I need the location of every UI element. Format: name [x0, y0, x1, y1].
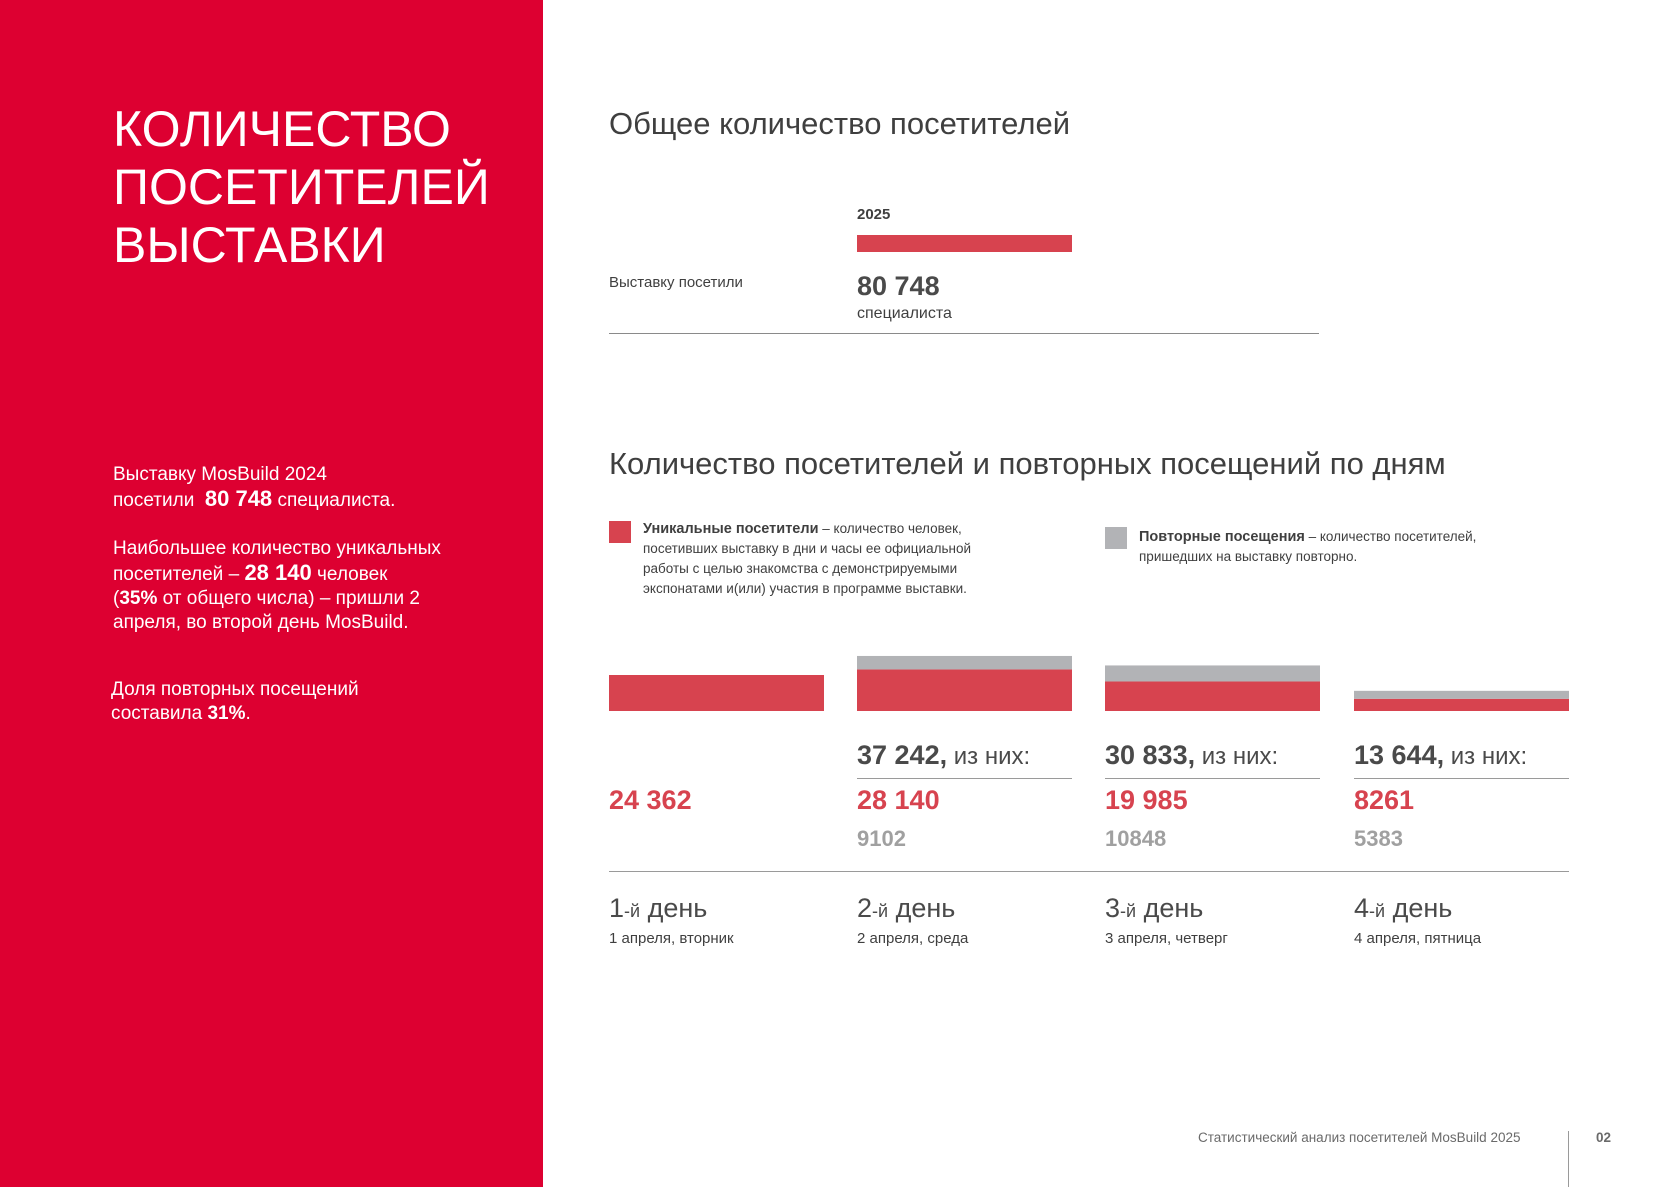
- day-date: 3 апреля, четверг: [1105, 930, 1228, 947]
- summary-text: человек: [317, 564, 388, 585]
- summary-percent: 31%: [207, 703, 246, 724]
- legend-title: Повторные посещения: [1139, 529, 1305, 545]
- summary-text: специалиста.: [277, 490, 396, 511]
- summary-repeat-share: [111, 678, 359, 726]
- total-section-title: Общее количество посетителей: [609, 106, 1071, 141]
- day-number: 2: [857, 893, 873, 923]
- day-total: 13 644,: [1354, 740, 1445, 770]
- title-line: ПОСЕТИТЕЛЕЙ: [113, 159, 490, 215]
- day-word: день: [1136, 893, 1204, 923]
- summary-line: [113, 587, 441, 611]
- legend-title: Уникальные посетители: [643, 521, 819, 537]
- page-number: 02: [1596, 1130, 1612, 1145]
- summary-text: .: [245, 703, 251, 724]
- repeat-value: 10848: [1105, 826, 1167, 851]
- total-unit: специалиста: [857, 305, 952, 322]
- bar-unique: [857, 669, 1072, 711]
- unique-value: 24 362: [609, 785, 692, 815]
- day-number: 3: [1105, 893, 1121, 923]
- summary-value: 80 748: [204, 486, 273, 511]
- day-label: [1354, 893, 1452, 924]
- summary-percent: 35%: [119, 588, 158, 609]
- summary-line: апреля, во второй день MosBuild.: [113, 612, 409, 633]
- day-date: 2 апреля, среда: [857, 930, 969, 947]
- bar-unique: [609, 675, 824, 711]
- divider: [1568, 1131, 1569, 1187]
- day-suffix: -й: [1120, 901, 1137, 921]
- summary-value: 28 140: [244, 560, 312, 585]
- bar-repeat: [1354, 691, 1569, 699]
- legend-swatch-unique: [609, 521, 631, 543]
- title-line: КОЛИЧЕСТВО: [113, 101, 451, 157]
- summary-line: Доля повторных посещений: [111, 679, 359, 700]
- divider: [609, 871, 1569, 872]
- left-panel: [0, 0, 543, 1187]
- day-date: 4 апреля, пятница: [1354, 930, 1482, 947]
- summary-line: Выставку MosBuild 2024: [113, 464, 327, 485]
- day-total: 30 833,: [1105, 740, 1196, 770]
- summary-text: (: [113, 588, 120, 609]
- day-label: [609, 893, 707, 924]
- unique-value: 8261: [1354, 785, 1415, 815]
- day-suffix: -й: [624, 901, 641, 921]
- total-line: [1354, 740, 1569, 771]
- day-suffix: -й: [1369, 901, 1386, 921]
- day-label: [1105, 893, 1203, 924]
- day-number: 1: [609, 893, 625, 923]
- day-total: 37 242,: [857, 740, 948, 770]
- summary-peak: [113, 537, 441, 635]
- total-bar: [857, 235, 1072, 252]
- divider: [609, 333, 1319, 334]
- unique-value: 28 140: [857, 785, 940, 815]
- day-date: 1 апреля, вторник: [609, 930, 734, 947]
- bar-unique: [1354, 699, 1569, 711]
- bar-repeat: [857, 656, 1072, 669]
- legend-unique: [643, 519, 993, 599]
- summary-text: посетили: [113, 490, 195, 511]
- divider: [1105, 778, 1320, 779]
- repeat-value: 5383: [1354, 826, 1403, 851]
- day-word: день: [1385, 893, 1453, 923]
- total-line: [857, 740, 1072, 771]
- page-title: [113, 100, 490, 274]
- total-row-label: Выставку посетили: [609, 274, 743, 291]
- total-line: [1105, 740, 1320, 771]
- legend-swatch-repeat: [1105, 527, 1127, 549]
- legend-repeat: [1139, 527, 1529, 567]
- day-label: [857, 893, 955, 924]
- title-line: ВЫСТАВКИ: [113, 217, 386, 273]
- repeat-value: 9102: [857, 826, 906, 851]
- divider: [1354, 778, 1569, 779]
- day-suffix: -й: [872, 901, 889, 921]
- summary-text: посетителей –: [113, 564, 240, 585]
- total-suffix: из них:: [947, 743, 1031, 770]
- bar-repeat: [1105, 665, 1320, 681]
- total-suffix: из них:: [1444, 743, 1528, 770]
- summary-line: [113, 487, 395, 513]
- bar-unique: [1105, 681, 1320, 711]
- year-label: 2025: [857, 206, 891, 223]
- total-suffix: из них:: [1195, 743, 1279, 770]
- summary-text: от общего числа) – пришли 2: [157, 588, 420, 609]
- summary-line: [111, 702, 359, 726]
- summary-total: [113, 463, 395, 513]
- legend-description: – количество посетителей, пришедших на выставку повторно.: [1139, 529, 1477, 564]
- days-section-title: Количество посетителей и повторных посещений по дням: [609, 446, 1446, 481]
- divider: [857, 778, 1072, 779]
- unique-value: 19 985: [1105, 785, 1188, 815]
- day-number: 4: [1354, 893, 1370, 923]
- summary-line: [113, 561, 441, 587]
- day-word: день: [888, 893, 956, 923]
- total-value: 80 748: [857, 271, 940, 301]
- footer-text: Статистический анализ посетителей MosBuild 2025: [1198, 1130, 1521, 1145]
- legend-description: – количество человек, посетивших выставку в дни и часы ее официальной работы с целью знакомства с демонстрируемыми экспонатами и(или) участия в программе выставки.: [643, 521, 971, 596]
- day-word: день: [640, 893, 708, 923]
- summary-text: составила: [111, 703, 203, 724]
- summary-line: Наибольшее количество уникальных: [113, 538, 441, 559]
